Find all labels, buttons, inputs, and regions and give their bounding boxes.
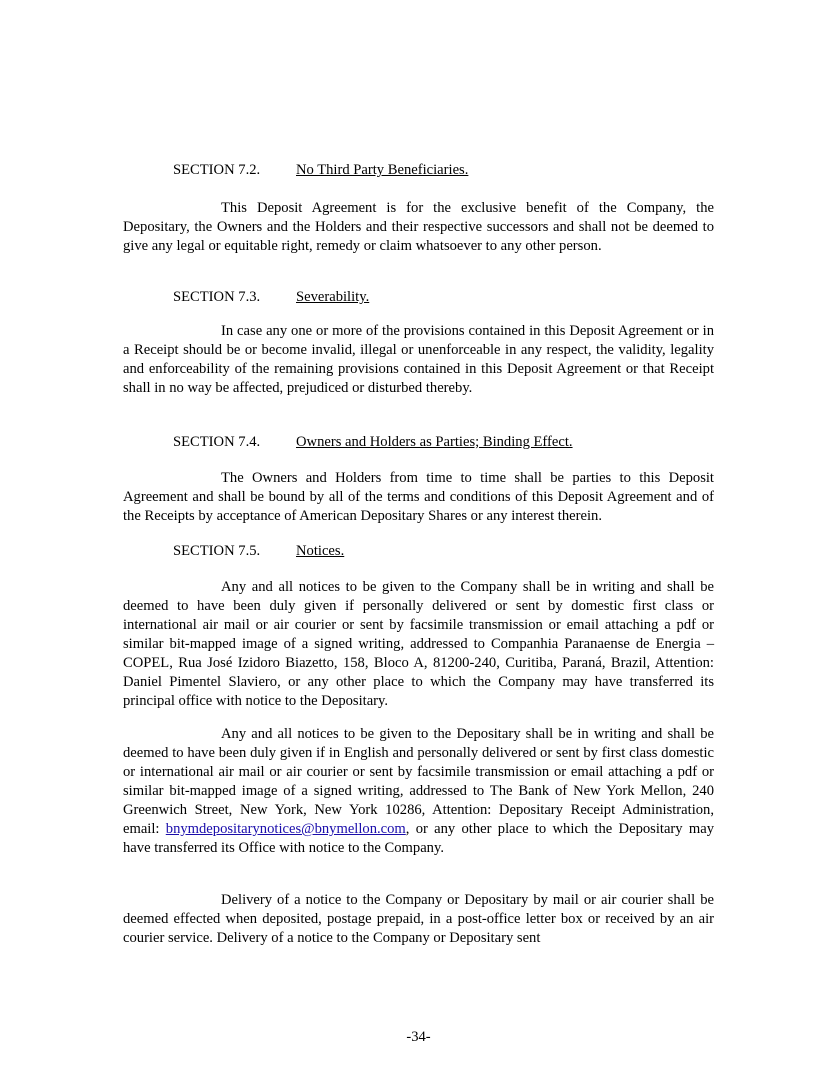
section-7-5-paragraph-1: Any and all notices to be given to the Company shall be in writing and shall be deemed to have been duly given if personally delivered or sent by domestic first class or international air mail or air courier or sent by facsimile transmission or email attaching a pdf or similar bit-mapped image of a signed writing, addressed to Companhia Paranaense de Energia – COPEL, Rua José Izidoro Biazetto, 158, Bloco A, 81200-240, Curitiba, Paraná, Brazil, Attention: Daniel Pimentel Slaviero, or any other place to which the Company may have transferred its principal office with notice to the Depositary. bbox=[123, 579, 714, 709]
section-7-2-paragraph: This Deposit Agreement is for the exclusive benefit of the Company, the Depositary, the Owners and the Holders and their respective successors and shall not be deemed to give any legal or equitable right, remedy or claim whatsoever to any other person. bbox=[123, 200, 714, 254]
section-7-3-paragraph: In case any one or more of the provisions contained in this Deposit Agreement or in a Receipt should be or become invalid, illegal or unenforceable in any respect, the validity, legality and enforceability of the remaining provisions contained in this Deposit Agreement or that Receipt shall in no way be affected, prejudiced or disturbed thereby. bbox=[123, 323, 714, 396]
section-number: SECTION 7.2. bbox=[173, 162, 261, 178]
section-title: Owners and Holders as Parties; Binding Effect. bbox=[296, 434, 573, 450]
section-7-2-heading bbox=[173, 161, 468, 180]
paragraph-text: , or any other place to which the Depositary may have transferred its Office with notice to the Company. bbox=[123, 821, 714, 856]
section-7-5-paragraph-3: Delivery of a notice to the Company or Depositary by mail or air courier shall be deemed effected when deposited, postage prepaid, in a post-office letter box or received by an air courier service. Delivery of a notice to the Company or Depositary sent bbox=[123, 892, 714, 946]
section-7-4-heading bbox=[173, 433, 573, 452]
email-link[interactable]: bnymdepositarynotices@bnymellon.com bbox=[165, 821, 406, 837]
page-number: -34- bbox=[406, 1029, 431, 1045]
section-number: SECTION 7.3. bbox=[173, 289, 261, 305]
section-7-4-paragraph: The Owners and Holders from time to time shall be parties to this Deposit Agreement and shall be bound by all of the terms and conditions of this Deposit Agreement and of the Receipts by acceptance of American Depositary Shares or any interest therein. bbox=[123, 470, 714, 524]
section-title: No Third Party Beneficiaries. bbox=[296, 162, 469, 178]
section-7-5-heading bbox=[173, 542, 344, 561]
section-7-5-paragraph-2 bbox=[123, 725, 714, 858]
section-title: Notices. bbox=[296, 543, 345, 559]
section-7-3-heading bbox=[173, 288, 369, 307]
section-number: SECTION 7.4. bbox=[173, 434, 261, 450]
section-title: Severability. bbox=[296, 289, 370, 305]
section-number: SECTION 7.5. bbox=[173, 543, 261, 559]
paragraph-text: Any and all notices to be given to the Depositary shall be in writing and shall be deemed to have been duly given if in English and personally delivered or sent by first class domestic or international air mail or air courier or sent by facsimile transmission or email attaching a pdf or similar bit-mapped image of a signed writing, addressed to The Bank of New York Mellon, 240 Greenwich Street, New York, New York 10286, Attention: Depositary Receipt Administration, email: bbox=[123, 726, 714, 837]
